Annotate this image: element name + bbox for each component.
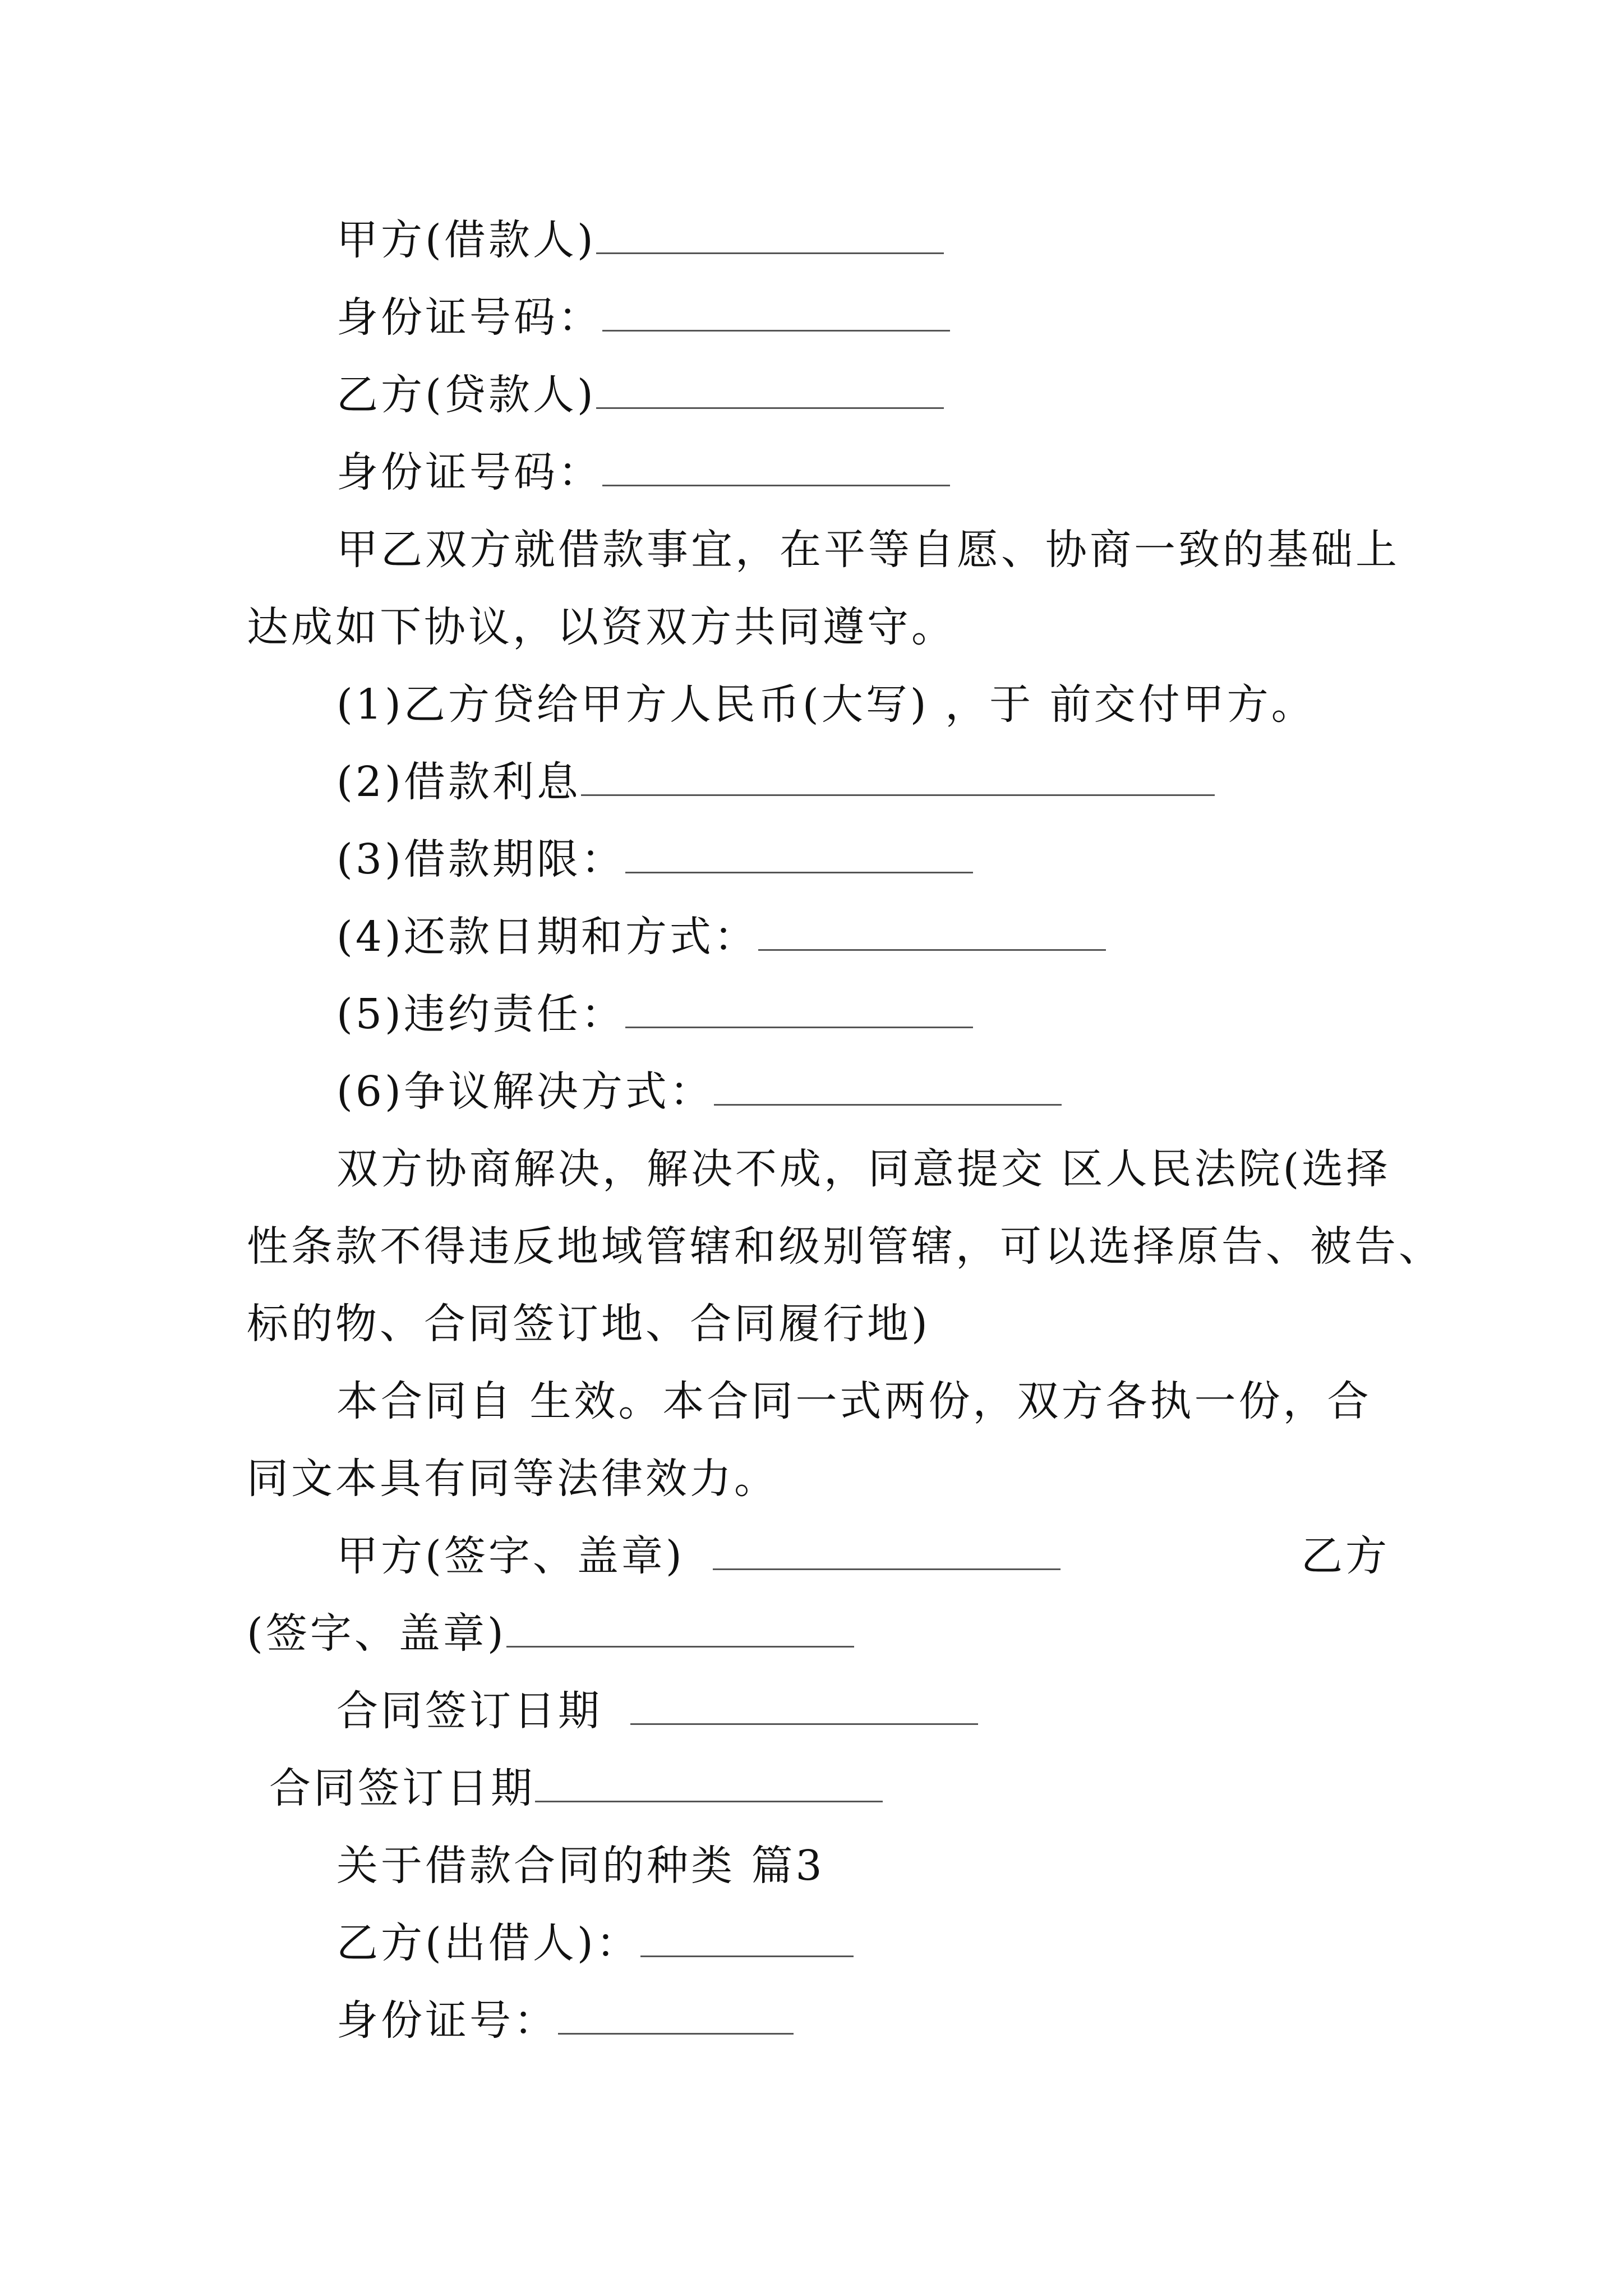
- signing-date-line-1: [336, 1684, 978, 1738]
- party-b-lender-label: 乙方(贷款人): [336, 371, 596, 419]
- clause-1: (1)乙方贷给甲方人民币(大写) ，于 前交付甲方。: [336, 680, 1316, 729]
- party-b-lender-section3-blank[interactable]: [640, 1922, 854, 1957]
- party-a-borrower-blank[interactable]: [596, 219, 944, 254]
- clause-4-blank[interactable]: [758, 915, 1106, 951]
- signature-party-a-line: [336, 1529, 1061, 1583]
- signature-party-a-label: 甲方(签字、盖章): [336, 1532, 685, 1580]
- party-a-id-label: 身份证号码：: [336, 293, 602, 342]
- party-b-lender-blank[interactable]: [596, 374, 944, 409]
- dispute-paragraph-line-1: 双方协商解决，解决不成，同意提交 区人民法院(选择: [336, 1145, 1391, 1193]
- clause-3-line: [336, 832, 973, 886]
- party-a-id-blank[interactable]: [602, 296, 950, 332]
- signature-party-a-blank[interactable]: [713, 1535, 1061, 1570]
- section-heading-3: 关于借款合同的种类 篇3: [336, 1842, 825, 1890]
- party-b-lender-section3-label: 乙方(出借人)：: [336, 1919, 640, 1967]
- party-b-lender-line: [336, 368, 944, 422]
- intro-paragraph-line-1: 甲乙双方就借款事宜，在平等自愿、协商一致的基础上: [336, 526, 1400, 574]
- signature-party-b-label: (签字、盖章): [247, 1609, 506, 1658]
- party-a-id-line: [336, 291, 950, 344]
- clause-3-label: (3)借款期限：: [336, 835, 625, 884]
- party-b-id-line: [336, 445, 950, 499]
- signature-party-b-blank[interactable]: [506, 1612, 854, 1648]
- dispute-paragraph-line-2: 性条款不得违反地域管辖和级别管辖，可以选择原告、被告、: [247, 1222, 1443, 1271]
- party-a-borrower-label: 甲方(借款人): [336, 216, 596, 264]
- clause-2-label: (2)借款利息: [336, 758, 581, 806]
- dispute-paragraph-line-3: 标的物、合同签订地、合同履行地): [247, 1300, 930, 1348]
- signing-date-line-2: [269, 1761, 883, 1815]
- id-number-section3-label: 身份证号：: [336, 1996, 558, 2045]
- clause-5-line: [336, 987, 973, 1041]
- signing-date-blank-1[interactable]: [630, 1690, 978, 1725]
- party-b-id-blank[interactable]: [602, 451, 950, 486]
- intro-paragraph-line-2: 达成如下协议，以资双方共同遵守。: [247, 603, 956, 651]
- clause-5-label: (5)违约责任：: [336, 990, 625, 1038]
- clause-6-label: (6)争议解决方式：: [336, 1068, 714, 1116]
- signature-party-b-word: 乙方: [1301, 1532, 1390, 1580]
- effect-paragraph-line-1: 本合同自 生效。本合同一式两份，双方各执一份，合: [336, 1377, 1372, 1425]
- signing-date-label-2: 合同签订日期: [269, 1764, 535, 1812]
- party-b-lender-section3-line: [336, 1916, 854, 1970]
- clause-3-blank[interactable]: [625, 838, 973, 873]
- id-number-section3-line: [336, 1994, 794, 2047]
- signature-party-b-line: [247, 1607, 854, 1660]
- clause-4-label: (4)还款日期和方式：: [336, 913, 758, 961]
- clause-2-blank[interactable]: [581, 761, 1215, 796]
- signing-date-blank-2[interactable]: [535, 1767, 883, 1802]
- id-number-section3-blank[interactable]: [558, 1999, 794, 2035]
- clause-4-line: [336, 910, 1106, 964]
- party-b-id-label: 身份证号码：: [336, 448, 602, 496]
- clause-6-line: [336, 1065, 1062, 1119]
- clause-5-blank[interactable]: [625, 993, 973, 1028]
- party-a-borrower-line: [336, 213, 944, 267]
- clause-6-blank[interactable]: [714, 1070, 1062, 1106]
- signing-date-label-1: 合同签订日期: [336, 1687, 602, 1735]
- effect-paragraph-line-2: 同文本具有同等法律效力。: [247, 1455, 778, 1503]
- clause-2-line: [336, 755, 1215, 809]
